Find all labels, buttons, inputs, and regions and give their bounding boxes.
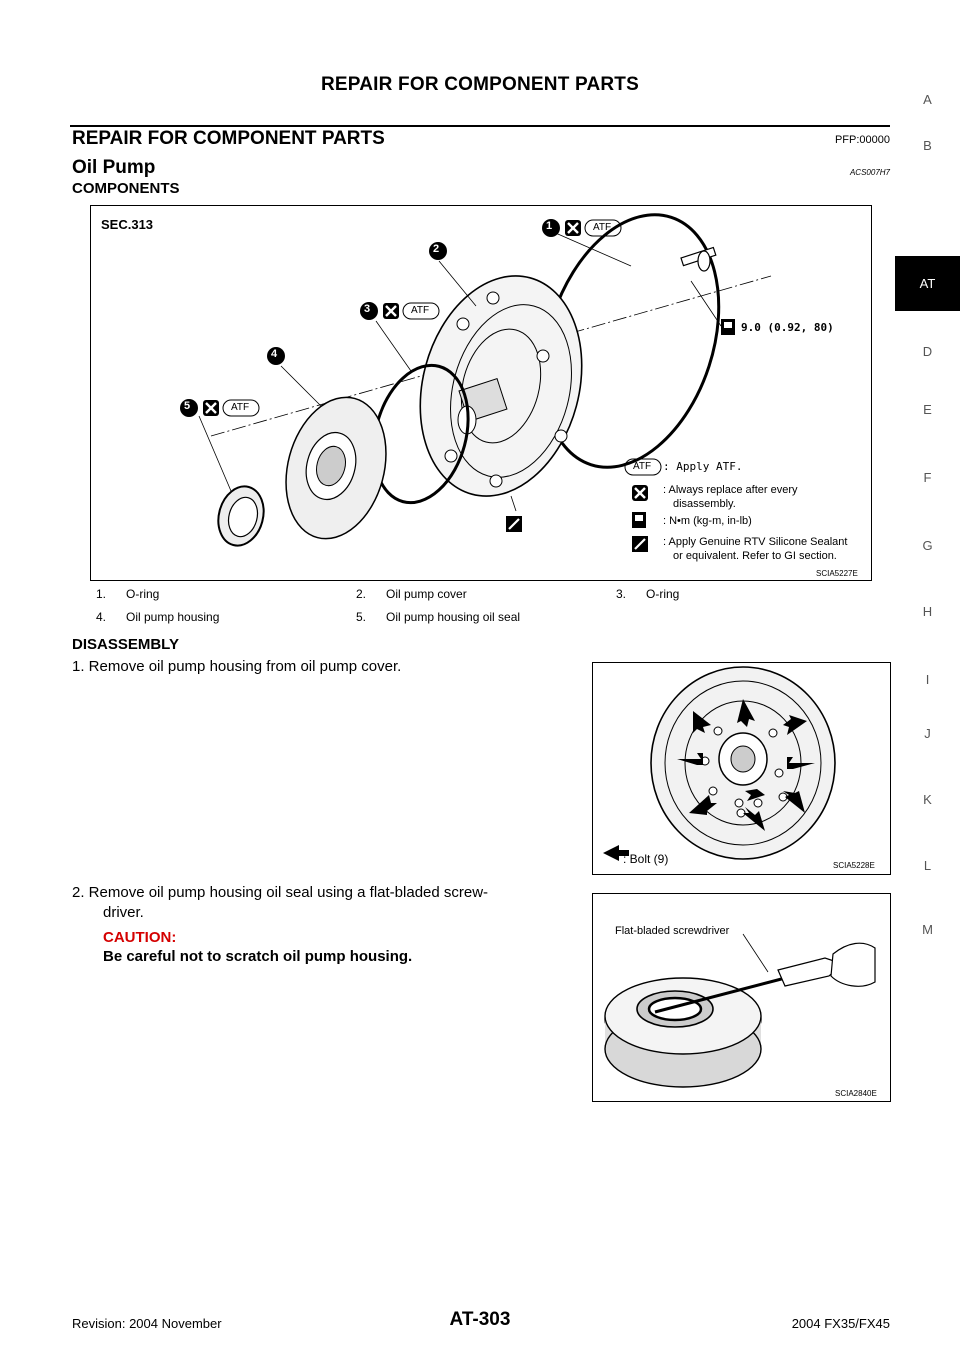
side-tab-j[interactable]: J <box>924 726 931 741</box>
side-tab-b[interactable]: B <box>923 138 932 153</box>
screwdriver-figure <box>592 893 891 1102</box>
legend-replace-line1: : Always replace after every <box>663 484 798 496</box>
atf-tag-5: ATF <box>231 402 250 413</box>
side-tab-at[interactable]: AT <box>895 256 960 311</box>
acs-code: ACS007H7 <box>849 168 890 177</box>
torque-value: 9.0 (0.92, 80) <box>741 321 834 334</box>
legend-apply-atf: : Apply ATF. <box>663 460 743 473</box>
components-illustration <box>91 206 871 580</box>
legend-num: 1. <box>96 587 107 601</box>
legend-num: 4. <box>96 610 107 624</box>
pfp-code: PFP:00000 <box>834 134 890 146</box>
footer-page-number: AT-303 <box>449 1309 511 1330</box>
callout-1: 1 <box>546 220 553 232</box>
torque-icon <box>721 319 735 335</box>
side-tab-a[interactable]: A <box>923 92 932 107</box>
side-tab-k[interactable]: K <box>923 792 932 807</box>
bolt-illustration <box>593 663 890 874</box>
page-header-title: REPAIR FOR COMPONENT PARTS <box>320 74 639 95</box>
side-tab-m[interactable]: M <box>922 922 933 937</box>
oil-seal <box>212 481 270 550</box>
footer-revision: Revision: 2004 November <box>72 1316 222 1331</box>
side-tab-g[interactable]: G <box>922 538 933 553</box>
footer-model: 2004 FX35/FX45 <box>791 1316 890 1331</box>
legend-num: 5. <box>356 610 367 624</box>
callout-3: 3 <box>364 303 371 315</box>
side-tab-e[interactable]: E <box>923 402 932 417</box>
atf-tag-3: ATF <box>411 305 430 316</box>
legend-torque-unit: : N•m (kg-m, in-lb) <box>663 515 752 527</box>
screwdriver-figure-id: SCIA2840E <box>835 1089 877 1098</box>
section-number: SEC.313 <box>101 217 154 232</box>
disassembly-heading: DISASSEMBLY <box>72 636 179 653</box>
legend-num: 2. <box>356 587 367 601</box>
side-tab-f[interactable]: F <box>923 470 932 485</box>
legend-label: Oil pump housing <box>126 610 220 624</box>
side-tab-i[interactable]: I <box>925 672 930 687</box>
components-figure <box>90 205 872 581</box>
bolt-legend: : Bolt (9) <box>623 852 669 866</box>
section-rule <box>70 125 890 127</box>
caution-text: Be careful not to scratch oil pump housing. <box>103 948 413 965</box>
screwdriver-label: Flat-bladed screwdriver <box>615 925 730 937</box>
subsection-title: Oil Pump <box>72 157 156 178</box>
legend-num: 3. <box>616 587 627 601</box>
bolt-figure <box>592 662 891 875</box>
step-2-line1: 2. Remove oil pump housing oil seal using a flat-bladed screw- <box>72 884 489 901</box>
components-heading: COMPONENTS <box>72 180 180 197</box>
callout-5: 5 <box>184 400 191 412</box>
legend-sealant-line1: : Apply Genuine RTV Silicone Sealant <box>663 536 848 548</box>
side-tab-h[interactable]: H <box>922 604 933 619</box>
callout-4: 4 <box>271 348 278 360</box>
legend-sealant-line2: or equivalent. Refer to GI section. <box>673 550 837 562</box>
housing-drawing <box>605 978 761 1087</box>
side-tab-l[interactable]: L <box>923 858 932 873</box>
step-1: 1. Remove oil pump housing from oil pump cover. <box>72 658 402 675</box>
atf-tag-legend: ATF <box>633 461 652 472</box>
legend-label: O-ring <box>646 587 680 601</box>
callout-2: 2 <box>433 243 440 255</box>
legend-label: Oil pump cover <box>386 587 467 601</box>
legend-replace-line2: disassembly. <box>673 498 736 510</box>
bolt-figure-id: SCIA5228E <box>833 861 875 870</box>
side-tab-d[interactable]: D <box>922 344 933 359</box>
figure-id: SCIA5227E <box>816 569 858 578</box>
oil-pump-cover <box>397 258 606 515</box>
atf-tag-1: ATF <box>593 222 612 233</box>
section-title: REPAIR FOR COMPONENT PARTS <box>72 128 385 149</box>
caution-label: CAUTION: <box>103 929 177 946</box>
legend-label: Oil pump housing oil seal <box>386 610 521 624</box>
step-2-line2: driver. <box>103 904 144 921</box>
legend-label: O-ring <box>126 587 160 601</box>
